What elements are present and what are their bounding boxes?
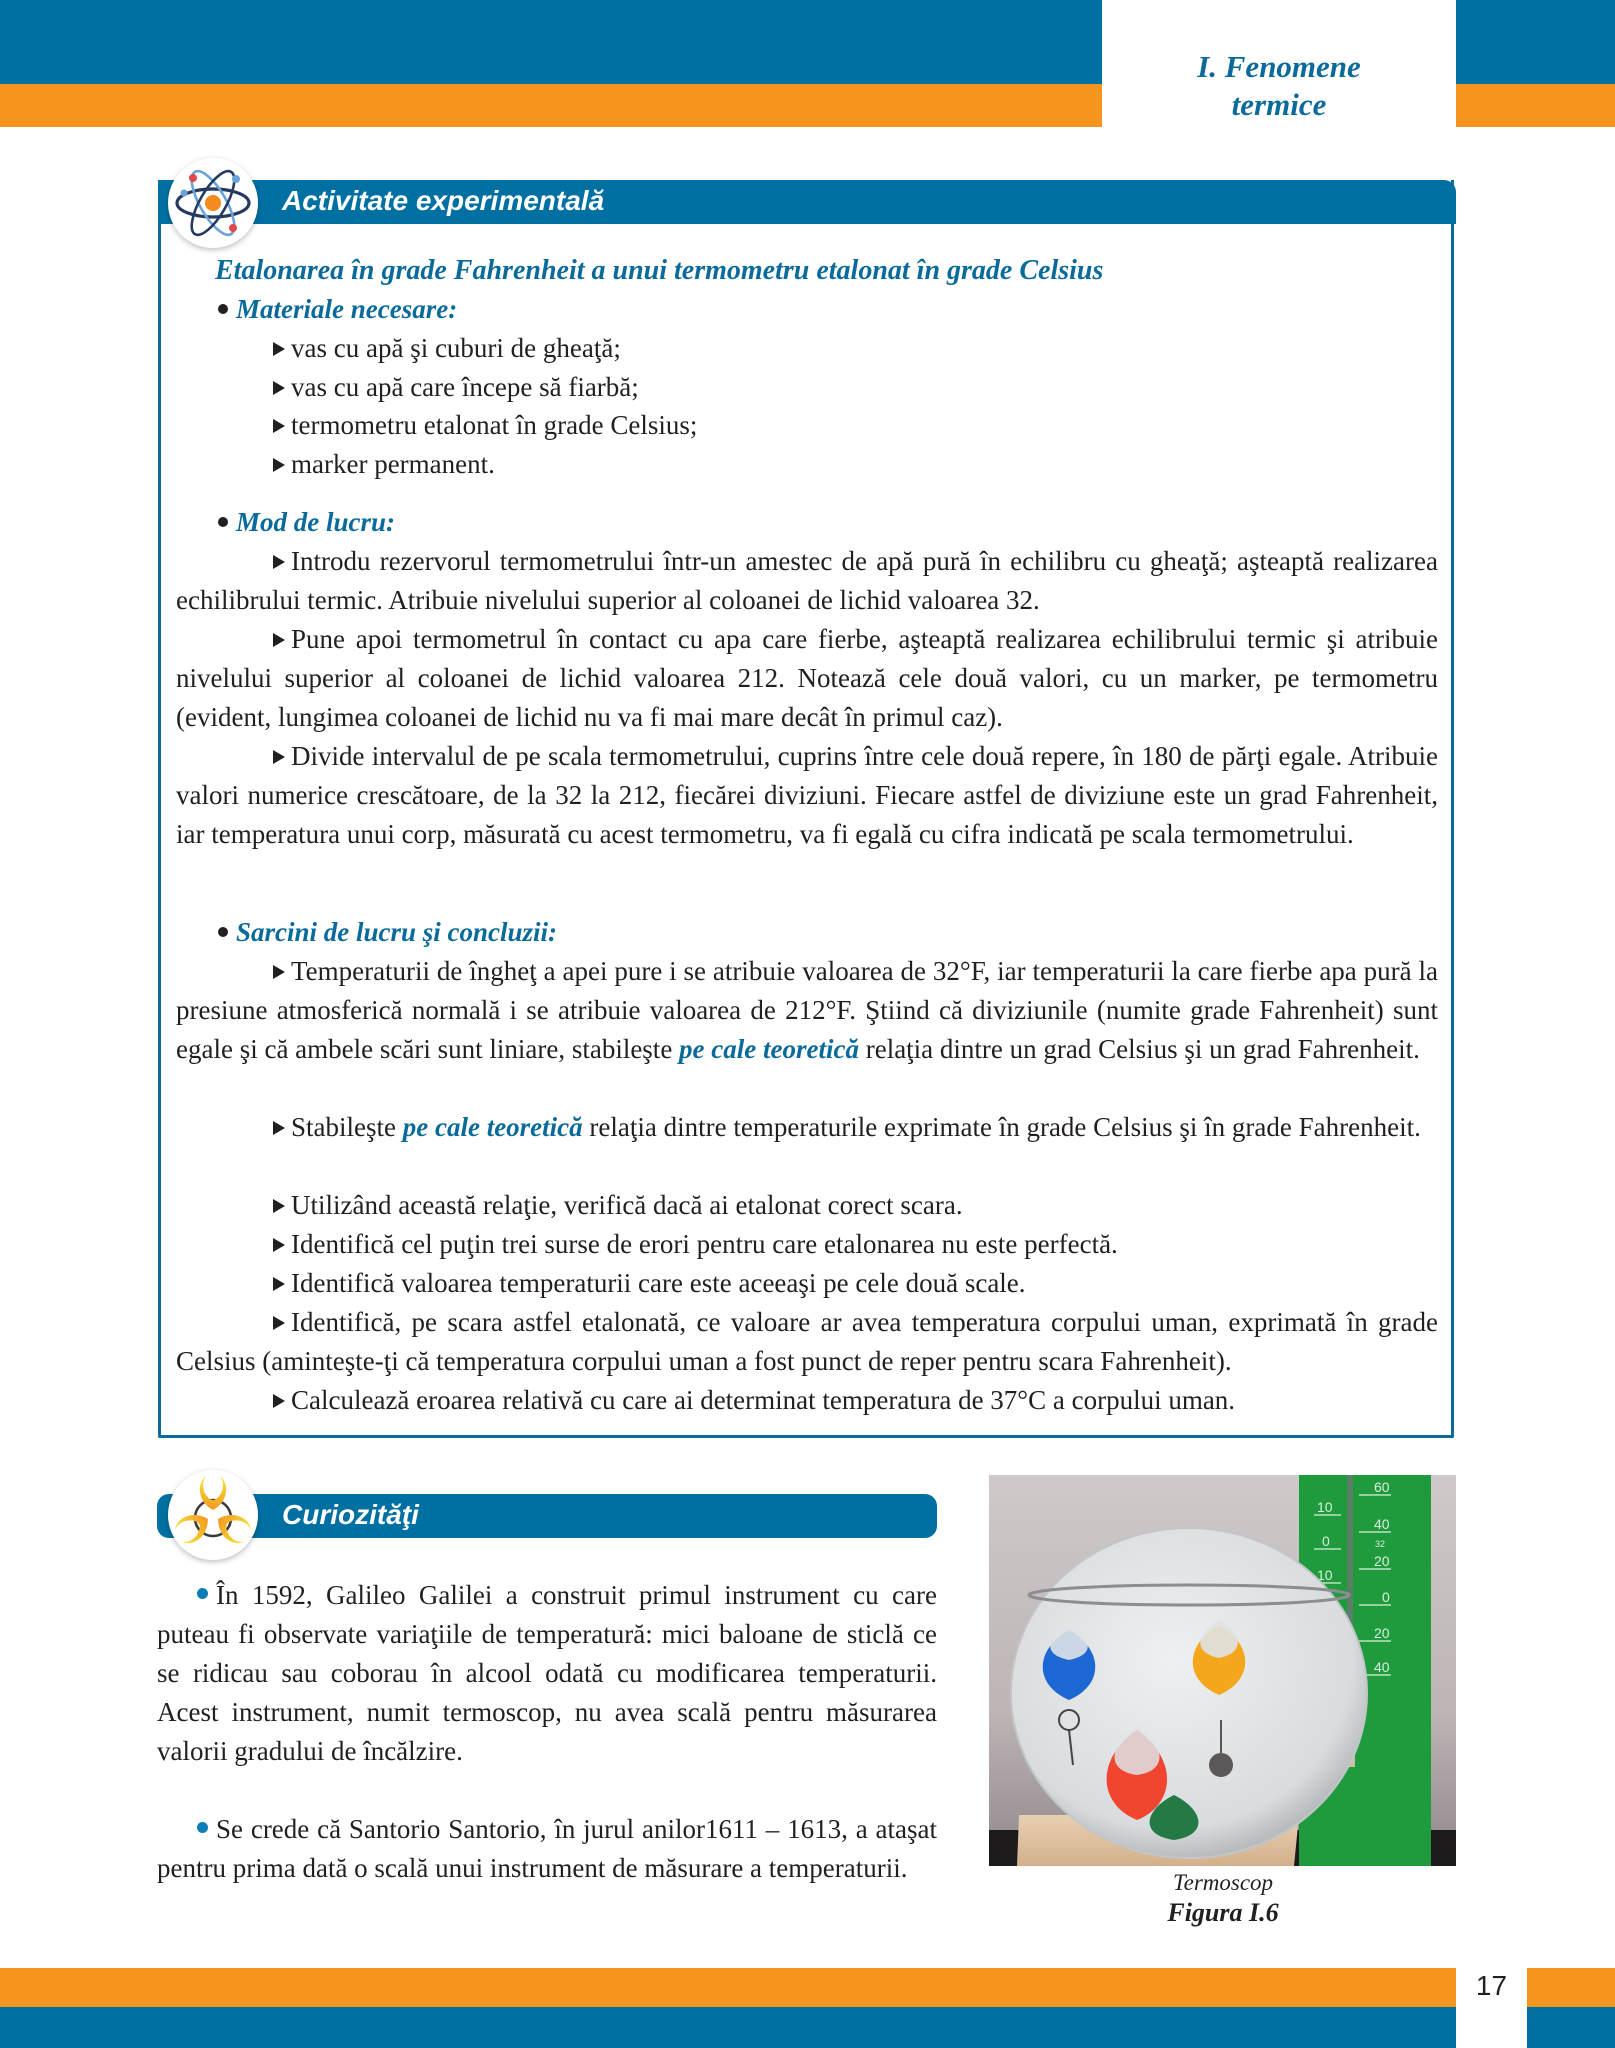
procedure-step: Introdu rezervorul termometrului într-un amestec de apă pură în echilibru cu gheaţă; aşteaptă realizarea echilibrului termic. Atribuie nivelului superior al coloanei de lichid valoarea 32.	[176, 546, 1438, 615]
procedure-heading: Mod de lucru:	[218, 503, 395, 542]
biohazard-icon	[168, 1470, 258, 1560]
bullet-icon	[218, 927, 228, 937]
triangle-bullet-icon	[273, 1121, 285, 1135]
triangle-bullet-icon	[273, 1394, 285, 1408]
svg-text:40: 40	[1374, 1516, 1390, 1532]
svg-text:32: 32	[1375, 1539, 1386, 1549]
bottom-band-blue-right	[1527, 2007, 1615, 2048]
atom-icon	[168, 158, 258, 248]
figure-caption: Termoscop	[1172, 1870, 1274, 1895]
material-item: vas cu apă şi cuburi de gheaţă;	[273, 329, 621, 368]
procedure-step: Divide intervalul de pe scala termometrului, cuprins între cele două repere, în 180 de părţi egale. Atribuie valori numerice crescătoare, de la 32 la 212, fiecărei diviziuni. Fiecare astfel de diviziune este un grad Fahrenheit, iar temperatura unui corp, măsurată cu acest termometru, va fi egală cu cifra indicată pe scala termometrului.	[176, 741, 1438, 849]
bullet-icon	[197, 1588, 208, 1599]
svg-text:0: 0	[1322, 1533, 1330, 1549]
triangle-bullet-icon	[273, 419, 285, 433]
svg-text:60: 60	[1374, 1479, 1390, 1495]
activity-section-title: Activitate experimentală	[282, 185, 605, 216]
triangle-bullet-icon	[273, 965, 285, 979]
triangle-bullet-icon	[273, 1199, 285, 1213]
svg-text:10: 10	[1317, 1499, 1333, 1515]
emphasis-text: pe cale teoretică	[679, 1034, 859, 1064]
curiosities-section-header	[157, 1494, 937, 1538]
triangle-bullet-icon	[273, 1316, 285, 1330]
chapter-title	[1102, 48, 1456, 124]
bullet-icon	[197, 1822, 208, 1833]
bottom-band-blue-left	[0, 2007, 1456, 2048]
bottom-band-orange-right	[1527, 1968, 1615, 2007]
bullet-icon	[218, 304, 228, 314]
activity-title: Etalonarea în grade Fahrenheit a unui termometru etalonat în grade Celsius	[215, 255, 1104, 286]
task-item: Temperaturii de îngheţ a apei pure i se atribuie valoarea de 32°F, iar temperaturii la care fierbe apa pură la presiune atmosferică normală i se atribuie valoarea de 212°F. Ştiind că diviziunile (numite grade Fahrenheit) sunt egale şi că ambele scări sunt liniare, stabileşte pe cale teoretică relaţia dintre un grad Celsius şi un grad Fahrenheit.	[176, 956, 1438, 1064]
task-item: Calculează eroarea relativă cu care ai determinat temperatura de 37°C a corpului uman.	[273, 1381, 1235, 1420]
svg-text:40: 40	[1374, 1659, 1390, 1675]
task-item: Utilizând această relaţie, verifică dacă ai etalonat corect scara.	[273, 1186, 963, 1225]
material-item: vas cu apă care începe să fiarbă;	[273, 368, 639, 407]
figure-label: Figura I.6	[1167, 1898, 1279, 1927]
triangle-bullet-icon	[273, 1277, 285, 1291]
svg-text:10: 10	[1317, 1567, 1333, 1583]
task-item: Identifică cel puţin trei surse de erori pentru care etalonarea nu este perfectă.	[273, 1225, 1118, 1264]
chapter-title-line1: I. Fenomene	[1197, 49, 1361, 84]
chapter-title-line2: termice	[1231, 87, 1327, 122]
task-item: Identifică valoarea temperaturii care este aceeaşi pe cele două scale.	[273, 1264, 1026, 1303]
curiosities-section-title: Curiozităţi	[282, 1499, 419, 1530]
triangle-bullet-icon	[273, 381, 285, 395]
triangle-bullet-icon	[273, 555, 285, 569]
material-item: marker permanent.	[273, 445, 495, 484]
svg-text:20: 20	[1374, 1625, 1390, 1641]
materials-heading: Materiale necesare:	[218, 290, 457, 329]
top-band-orange-left	[0, 84, 1102, 127]
svg-text:20: 20	[1374, 1553, 1390, 1569]
emphasis-text: pe cale teoretică	[402, 1112, 583, 1142]
curiosity-paragraph: În 1592, Galileo Galilei a construit primul instrument cu care puteau fi observate variaţiile de temperatură: mici baloane de sticlă ce se ridicau sau coborau în alcool odată cu modificarea temperaturii. Acest instrument, numit termoscop, nu avea scală pentru măsurarea valorii gradului de încălzire.	[157, 1580, 937, 1766]
bullet-icon	[218, 517, 228, 527]
svg-text:0: 0	[1382, 1589, 1390, 1605]
page-number: 17	[1475, 1970, 1508, 2001]
triangle-bullet-icon	[273, 750, 285, 764]
triangle-bullet-icon	[273, 458, 285, 472]
activity-section-header	[158, 180, 1456, 224]
triangle-bullet-icon	[273, 342, 285, 356]
triangle-bullet-icon	[273, 1238, 285, 1252]
procedure-step: Pune apoi termometrul în contact cu apa care fierbe, aşteaptă realizarea echilibrului termic şi atribuie nivelului superior al coloanei de lichid valoarea 212. Notează cele două valori, cu un marker, pe termometru (evident, lungimea coloanei de lichid nu va fi mai mare decât în primul caz).	[176, 624, 1438, 732]
task-item: Stabileşte pe cale teoretică relaţia dintre temperaturile exprimate în grade Celsius şi în grade Fahrenheit.	[176, 1108, 1438, 1147]
bottom-band-orange-left	[0, 1968, 1456, 2007]
material-item: termometru etalonat în grade Celsius;	[273, 406, 697, 445]
top-band-blue-right	[1456, 0, 1615, 84]
task-item: Identifică, pe scara astfel etalonată, ce valoare ar avea temperatura corpului uman, exprimată în grade Celsius (aminteşte-ţi că temperatura corpului uman a fost punct de reper pentru scara Fahrenheit).	[176, 1307, 1438, 1376]
thermoscope-photo	[989, 1475, 1456, 1866]
top-band-blue-left	[0, 0, 1102, 84]
curiosity-paragraph: Se crede că Santorio Santorio, în jurul anilor1611 – 1613, a ataşat pentru prima dată o scală unui instrument de măsurare a temperaturii.	[157, 1814, 937, 1883]
top-band-orange-right	[1456, 84, 1615, 127]
tasks-heading: Sarcini de lucru şi concluzii:	[218, 913, 557, 952]
triangle-bullet-icon	[273, 633, 285, 647]
